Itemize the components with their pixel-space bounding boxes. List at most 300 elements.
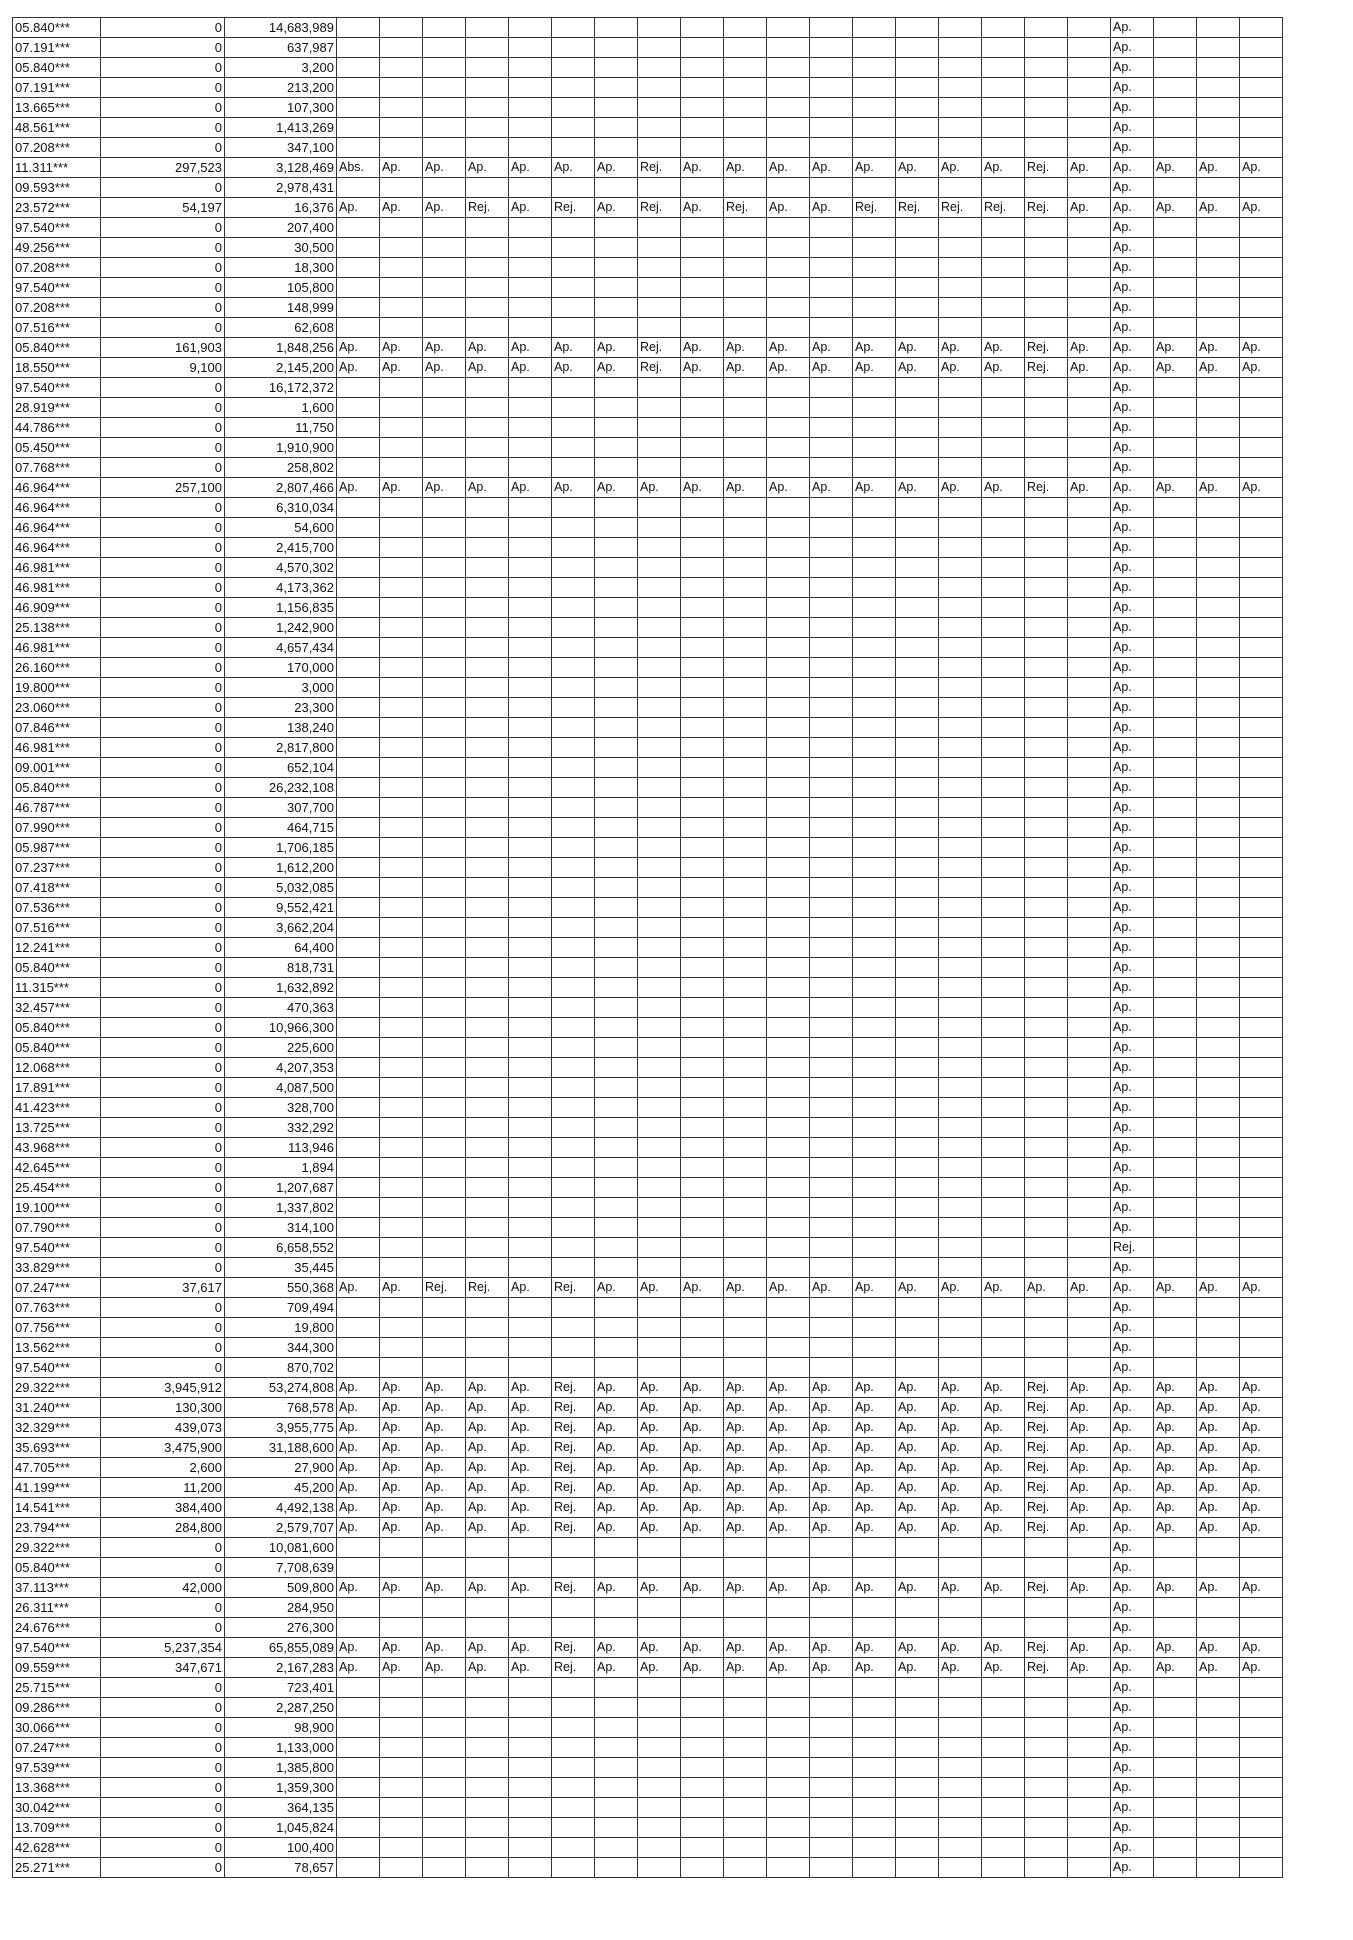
vote-cell	[810, 1298, 853, 1318]
vote-cell: Ap.	[423, 158, 466, 178]
vote-cell	[1154, 298, 1197, 318]
vote-cell	[810, 378, 853, 398]
vote-cell	[681, 1058, 724, 1078]
vote-cell: Ap.	[423, 198, 466, 218]
vote-cell: Ap.	[810, 1378, 853, 1398]
table-row	[13, 78, 1283, 98]
vote-cell	[982, 558, 1025, 578]
vote-cell	[939, 818, 982, 838]
vote-cell: Ap.	[1197, 1278, 1240, 1298]
vote-cell	[1154, 678, 1197, 698]
vote-cell	[638, 218, 681, 238]
vote-cell	[1025, 598, 1068, 618]
vote-cell	[810, 1258, 853, 1278]
vote-cell	[810, 658, 853, 678]
vote-cell	[853, 1698, 896, 1718]
vote-cell	[509, 1018, 552, 1038]
vote-cell	[595, 698, 638, 718]
vote-cell	[724, 378, 767, 398]
vote-cell	[638, 978, 681, 998]
vote-cell: Ap.	[1111, 778, 1154, 798]
vote-cell	[810, 438, 853, 458]
vote-cell: Ap.	[466, 158, 509, 178]
vote-cell: Ap.	[681, 1658, 724, 1678]
vote-cell: Ap.	[1197, 478, 1240, 498]
vote-cell	[982, 1158, 1025, 1178]
vote-cell	[595, 1258, 638, 1278]
vote-cell	[1068, 778, 1111, 798]
vote-cell	[896, 1078, 939, 1098]
vote-cell	[939, 958, 982, 978]
table-row	[13, 1638, 1283, 1658]
vote-cell	[1025, 178, 1068, 198]
vote-cell	[939, 258, 982, 278]
vote-cell	[767, 978, 810, 998]
holder-id-cell: 23.060***	[13, 698, 101, 718]
vote-cell	[1197, 658, 1240, 678]
vote-cell	[509, 458, 552, 478]
total-cell: 64,400	[225, 938, 337, 958]
vote-cell	[337, 738, 380, 758]
vote-cell	[1154, 1778, 1197, 1798]
vote-cell	[724, 938, 767, 958]
vote-cell	[681, 778, 724, 798]
vote-cell	[509, 1758, 552, 1778]
shares-cell: 0	[101, 18, 225, 38]
vote-cell	[1025, 1178, 1068, 1198]
vote-cell	[939, 858, 982, 878]
vote-cell	[1240, 1318, 1283, 1338]
vote-cell	[896, 1038, 939, 1058]
vote-cell	[853, 1138, 896, 1158]
table-row	[13, 378, 1283, 398]
vote-cell	[1197, 1098, 1240, 1118]
vote-cell: Ap.	[1111, 1538, 1154, 1558]
vote-cell	[1068, 1338, 1111, 1358]
vote-cell: Ap.	[466, 1458, 509, 1478]
vote-cell	[466, 38, 509, 58]
vote-cell	[853, 1718, 896, 1738]
vote-cell: Ap.	[982, 478, 1025, 498]
vote-cell	[552, 518, 595, 538]
table-row	[13, 1078, 1283, 1098]
vote-cell	[1025, 1698, 1068, 1718]
vote-cell: Ap.	[1111, 538, 1154, 558]
vote-cell	[337, 578, 380, 598]
vote-cell: Ap.	[1240, 1418, 1283, 1438]
table-row	[13, 198, 1283, 218]
vote-cell	[982, 1778, 1025, 1798]
table-row	[13, 1578, 1283, 1598]
vote-cell	[509, 118, 552, 138]
vote-cell	[1197, 118, 1240, 138]
vote-cell	[1154, 398, 1197, 418]
vote-cell: Ap.	[810, 1478, 853, 1498]
vote-cell	[595, 638, 638, 658]
vote-cell	[982, 578, 1025, 598]
vote-cell	[638, 858, 681, 878]
vote-cell	[466, 58, 509, 78]
vote-cell: Ap.	[1111, 1598, 1154, 1618]
vote-cell	[1154, 1758, 1197, 1778]
vote-cell	[1197, 1198, 1240, 1218]
vote-cell	[939, 598, 982, 618]
vote-cell	[939, 18, 982, 38]
vote-cell	[1240, 1018, 1283, 1038]
vote-cell	[1240, 118, 1283, 138]
vote-cell	[1068, 298, 1111, 318]
vote-cell	[939, 498, 982, 518]
vote-cell: Rej.	[552, 1378, 595, 1398]
vote-cell	[466, 178, 509, 198]
vote-cell	[552, 1698, 595, 1718]
vote-cell	[638, 298, 681, 318]
total-cell: 62,608	[225, 318, 337, 338]
vote-cell	[380, 378, 423, 398]
vote-cell	[810, 1538, 853, 1558]
vote-cell	[638, 658, 681, 678]
vote-cell	[552, 998, 595, 1018]
holder-id-cell: 97.540***	[13, 1238, 101, 1258]
vote-cell	[423, 858, 466, 878]
vote-cell	[767, 1198, 810, 1218]
vote-cell	[767, 1798, 810, 1818]
vote-cell	[982, 798, 1025, 818]
vote-cell	[1154, 538, 1197, 558]
vote-cell	[896, 1698, 939, 1718]
vote-cell: Ap.	[767, 338, 810, 358]
vote-cell: Ap.	[509, 338, 552, 358]
vote-cell	[810, 978, 853, 998]
vote-cell	[724, 258, 767, 278]
vote-cell	[681, 918, 724, 938]
vote-cell	[423, 1698, 466, 1718]
vote-cell: Ap.	[1111, 1018, 1154, 1038]
vote-cell: Ap.	[1111, 1678, 1154, 1698]
vote-cell	[595, 278, 638, 298]
vote-cell: Ap.	[509, 1438, 552, 1458]
vote-cell	[509, 518, 552, 538]
vote-cell: Ap.	[1111, 1418, 1154, 1438]
vote-cell	[896, 1158, 939, 1178]
shares-cell: 0	[101, 78, 225, 98]
vote-cell: Rej.	[724, 198, 767, 218]
vote-cell	[982, 218, 1025, 238]
vote-cell	[1240, 558, 1283, 578]
vote-cell	[466, 1178, 509, 1198]
vote-cell: Ap.	[509, 198, 552, 218]
vote-cell	[810, 418, 853, 438]
vote-cell	[1240, 638, 1283, 658]
total-cell: 6,658,552	[225, 1238, 337, 1258]
vote-cell	[638, 1098, 681, 1118]
holder-id-cell: 07.536***	[13, 898, 101, 918]
vote-cell	[1197, 98, 1240, 118]
table-row	[13, 458, 1283, 478]
vote-cell	[1025, 18, 1068, 38]
vote-cell	[1068, 818, 1111, 838]
vote-cell: Ap.	[1197, 338, 1240, 358]
vote-cell	[1068, 898, 1111, 918]
vote-cell: Ap.	[380, 198, 423, 218]
vote-cell	[767, 598, 810, 618]
vote-cell	[724, 78, 767, 98]
vote-cell	[595, 978, 638, 998]
holder-id-cell: 07.208***	[13, 258, 101, 278]
vote-cell: Ap.	[896, 1638, 939, 1658]
vote-cell	[896, 1238, 939, 1258]
vote-cell	[896, 1338, 939, 1358]
vote-cell	[1154, 418, 1197, 438]
vote-cell	[939, 1678, 982, 1698]
vote-cell	[337, 1778, 380, 1798]
table-row	[13, 478, 1283, 498]
vote-cell	[1068, 998, 1111, 1018]
vote-cell	[810, 638, 853, 658]
vote-cell	[1154, 958, 1197, 978]
vote-cell	[767, 38, 810, 58]
vote-cell	[1154, 1698, 1197, 1718]
vote-cell	[552, 1018, 595, 1038]
vote-cell	[1240, 618, 1283, 638]
shares-cell: 0	[101, 918, 225, 938]
vote-cell	[939, 778, 982, 798]
vote-cell	[1025, 98, 1068, 118]
vote-cell	[552, 1798, 595, 1818]
vote-cell	[724, 438, 767, 458]
shares-cell: 0	[101, 58, 225, 78]
vote-cell	[1240, 1758, 1283, 1778]
vote-cell: Rej.	[1025, 1518, 1068, 1538]
vote-cell	[810, 1118, 853, 1138]
vote-cell	[1025, 458, 1068, 478]
vote-cell	[423, 1158, 466, 1178]
vote-cell: Ap.	[1111, 218, 1154, 238]
vote-cell	[724, 1178, 767, 1198]
vote-cell	[1197, 1538, 1240, 1558]
vote-cell	[638, 138, 681, 158]
vote-cell	[724, 1558, 767, 1578]
vote-cell: Ap.	[595, 198, 638, 218]
vote-cell	[380, 118, 423, 138]
vote-cell	[810, 1758, 853, 1778]
vote-cell	[939, 1718, 982, 1738]
vote-cell	[896, 698, 939, 718]
vote-cell	[853, 738, 896, 758]
vote-cell	[1240, 1738, 1283, 1758]
vote-cell	[982, 1718, 1025, 1738]
vote-cell: Ap.	[1111, 858, 1154, 878]
holder-id-cell: 37.113***	[13, 1578, 101, 1598]
vote-cell	[939, 738, 982, 758]
vote-cell	[337, 1678, 380, 1698]
holder-id-cell: 49.256***	[13, 238, 101, 258]
vote-cell	[638, 518, 681, 538]
vote-cell	[1025, 58, 1068, 78]
vote-cell	[1197, 738, 1240, 758]
vote-cell	[810, 398, 853, 418]
vote-cell	[337, 238, 380, 258]
vote-cell	[423, 578, 466, 598]
vote-cell	[1068, 378, 1111, 398]
vote-cell	[380, 1618, 423, 1638]
shares-cell: 0	[101, 818, 225, 838]
vote-cell	[1197, 438, 1240, 458]
vote-cell	[380, 678, 423, 698]
vote-cell: Ap.	[1111, 498, 1154, 518]
vote-cell	[337, 1538, 380, 1558]
vote-cell	[595, 678, 638, 698]
vote-cell	[1240, 858, 1283, 878]
vote-cell: Ap.	[1111, 98, 1154, 118]
vote-cell	[1025, 138, 1068, 158]
holder-id-cell: 48.561***	[13, 118, 101, 138]
vote-cell: Ap.	[1197, 1518, 1240, 1538]
vote-cell	[681, 958, 724, 978]
vote-cell: Ap.	[1111, 138, 1154, 158]
vote-cell	[1197, 1718, 1240, 1738]
vote-cell	[939, 538, 982, 558]
vote-cell: Ap.	[595, 1658, 638, 1678]
vote-cell	[1197, 458, 1240, 478]
vote-cell	[939, 718, 982, 738]
vote-cell	[853, 658, 896, 678]
vote-cell	[767, 218, 810, 238]
vote-cell: Rej.	[1025, 1438, 1068, 1458]
vote-cell	[1197, 1318, 1240, 1338]
vote-cell: Ap.	[853, 1398, 896, 1418]
vote-cell: Ap.	[1111, 1158, 1154, 1178]
total-cell: 113,946	[225, 1138, 337, 1158]
vote-cell: Ap.	[681, 158, 724, 178]
vote-cell	[466, 618, 509, 638]
vote-cell	[1197, 958, 1240, 978]
vote-cell: Ap.	[1111, 1638, 1154, 1658]
vote-cell: Ap.	[853, 1478, 896, 1498]
vote-cell	[810, 1738, 853, 1758]
vote-cell: Ap.	[1240, 1498, 1283, 1518]
vote-cell	[1154, 1118, 1197, 1138]
vote-cell	[1197, 1338, 1240, 1358]
table-body	[13, 18, 1283, 1878]
vote-cell	[638, 1138, 681, 1158]
vote-cell	[1025, 1838, 1068, 1858]
vote-cell: Ap.	[810, 478, 853, 498]
vote-cell	[982, 638, 1025, 658]
vote-cell	[982, 1618, 1025, 1638]
vote-cell	[853, 1858, 896, 1878]
vote-cell	[982, 1858, 1025, 1878]
vote-cell: Ap.	[337, 198, 380, 218]
vote-cell	[810, 1358, 853, 1378]
total-cell: 464,715	[225, 818, 337, 838]
vote-cell	[896, 858, 939, 878]
holder-id-cell: 05.840***	[13, 338, 101, 358]
total-cell: 284,950	[225, 1598, 337, 1618]
vote-cell	[896, 238, 939, 258]
vote-cell: Ap.	[896, 158, 939, 178]
shares-cell: 0	[101, 1798, 225, 1818]
vote-cell: Ap.	[638, 1658, 681, 1678]
vote-cell	[1197, 638, 1240, 658]
vote-cell	[423, 938, 466, 958]
vote-cell	[337, 398, 380, 418]
vote-cell	[509, 798, 552, 818]
shares-cell: 0	[101, 518, 225, 538]
vote-cell	[1197, 1018, 1240, 1038]
vote-cell	[982, 858, 1025, 878]
vote-cell	[509, 958, 552, 978]
holder-id-cell: 33.829***	[13, 1258, 101, 1278]
vote-cell	[595, 1058, 638, 1078]
vote-cell	[466, 718, 509, 738]
total-cell: 3,662,204	[225, 918, 337, 938]
vote-cell: Ap.	[595, 1638, 638, 1658]
vote-cell	[1240, 1058, 1283, 1078]
vote-cell	[423, 1818, 466, 1838]
vote-cell	[1197, 1178, 1240, 1198]
vote-cell	[638, 378, 681, 398]
vote-cell: Ap.	[509, 478, 552, 498]
vote-cell	[810, 1778, 853, 1798]
vote-cell: Ap.	[380, 1278, 423, 1298]
vote-cell: Ap.	[1111, 1038, 1154, 1058]
vote-cell: Ap.	[1111, 698, 1154, 718]
vote-cell	[724, 1198, 767, 1218]
vote-cell	[380, 1598, 423, 1618]
vote-cell	[724, 1238, 767, 1258]
vote-cell	[423, 1078, 466, 1098]
vote-cell	[337, 1238, 380, 1258]
vote-cell	[380, 458, 423, 478]
vote-cell: Ap.	[1111, 938, 1154, 958]
vote-cell: Ap.	[380, 1518, 423, 1538]
vote-cell: Ap.	[896, 1658, 939, 1678]
vote-cell	[1068, 698, 1111, 718]
vote-cell	[423, 38, 466, 58]
vote-cell	[939, 318, 982, 338]
vote-cell: Ap.	[681, 1578, 724, 1598]
vote-cell	[853, 518, 896, 538]
vote-cell	[337, 698, 380, 718]
vote-cell	[681, 638, 724, 658]
vote-cell: Rej.	[552, 1438, 595, 1458]
vote-cell	[767, 798, 810, 818]
vote-cell: Ap.	[1111, 918, 1154, 938]
holder-id-cell: 12.241***	[13, 938, 101, 958]
vote-cell: Ap.	[681, 338, 724, 358]
vote-cell	[1025, 918, 1068, 938]
vote-cell	[724, 998, 767, 1018]
vote-cell	[1154, 1258, 1197, 1278]
vote-cell	[595, 778, 638, 798]
vote-cell	[1025, 1778, 1068, 1798]
vote-cell	[337, 1158, 380, 1178]
vote-cell	[724, 658, 767, 678]
vote-cell	[638, 178, 681, 198]
vote-cell	[1197, 798, 1240, 818]
vote-cell	[681, 1018, 724, 1038]
vote-cell: Ap.	[423, 1658, 466, 1678]
vote-cell	[509, 178, 552, 198]
shares-cell: 297,523	[101, 158, 225, 178]
shares-cell: 0	[101, 1678, 225, 1698]
vote-cell	[423, 1678, 466, 1698]
vote-cell	[982, 678, 1025, 698]
vote-cell: Ap.	[853, 1638, 896, 1658]
vote-cell	[1197, 58, 1240, 78]
vote-cell	[638, 1118, 681, 1138]
